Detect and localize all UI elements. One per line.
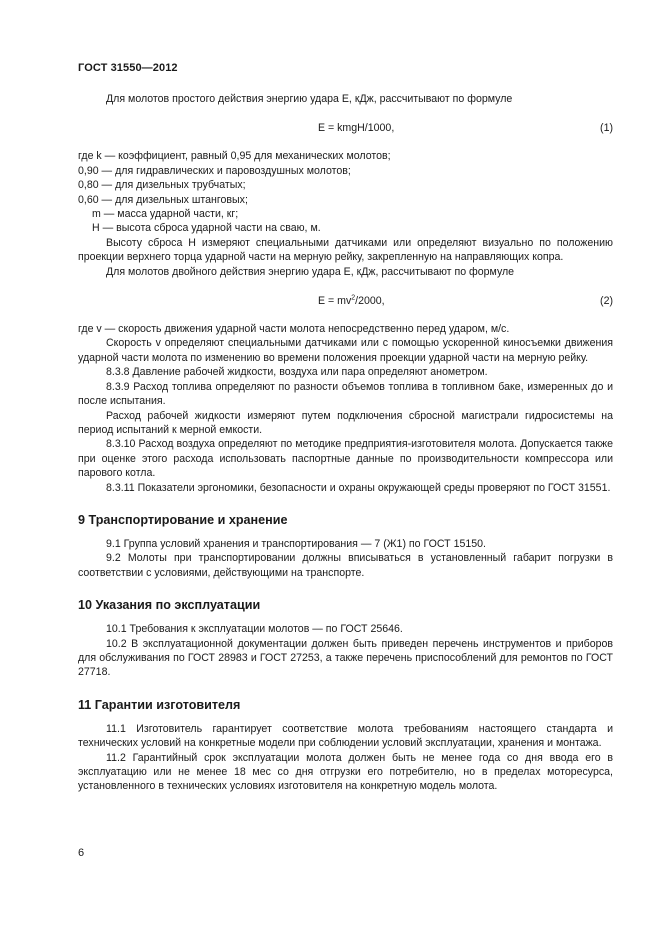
paragraph-formula1-intro: Для молотов простого действия энергию удара Е, кДж, рассчитывают по формуле [106, 93, 513, 105]
formula-1-number: (1) [600, 122, 613, 135]
clause-11-2: 11.2 Гарантийный срок эксплуатации молота должен быть не менее года со дня ввода его в эксплуатацию или не менее 18 мес со дня отгрузки его потребителю, но в пределах моторесурса, установленного в технических условиях изготовителя на конкретную модель молота. [78, 751, 613, 793]
paragraph-drop-height: Высоту сброса H измеряют специальными датчиками или определяют визуально по положению проекции верхнего торца ударной части на мерную рейку, закрепленную на направляющих копра. [78, 236, 613, 264]
clause-9-2: 9.2 Молоты при транспортировании должны вписываться в установленный габарит погрузки в соответствии с условиями, действующими на транспорте. [78, 552, 613, 579]
formula-1-expression: E = kmgH/1000, [318, 122, 395, 135]
formula-2-exponent: 2 [351, 294, 356, 302]
section-10-title: 10 Указания по эксплуатации [78, 598, 261, 613]
clause-8-3-9-continued: Расход рабочей жидкости измеряют путем подключения сбросной магистрали гидросистемы на период испытаний к мерной емкости. [78, 409, 613, 436]
page-content [78, 92, 613, 794]
page-number: 6 [78, 847, 85, 859]
formula-2-number: (2) [600, 295, 613, 308]
section-9-title: 9 Транспортирование и хранение [78, 512, 288, 527]
formula-1 [78, 121, 613, 135]
document-code: ГОСТ 31550—2012 [78, 62, 178, 74]
formula-2 [78, 294, 613, 308]
formula-2-expression: $E = mv^2/2000$, [318, 294, 385, 308]
clause-10-1: 10.1 Требования к эксплуатации молотов — по ГОСТ 25646. [106, 623, 403, 636]
clause-10-2: 10.2 В эксплуатационной документации должен быть приведен перечень инструментов и приборов для обслуживания по ГОСТ 28983 и ГОСТ 27253, а также перечень приспособлений для ремонтов по ГОСТ 27718. [78, 637, 613, 679]
clause-8-3-10: 8.3.10 Расход воздуха определяют по методике предприятия-изготовителя молота. Допускается также при оценке этого расхода использовать паспортные данные по производительности компрессора или парового котла. [78, 438, 613, 480]
where-velocity: где v — скорость движения ударной части молота непосредственно перед ударом, м/с. [78, 323, 510, 336]
where-line-1: где k — коэффициент, равный 0,95 для механических молотов; [78, 150, 391, 163]
where-line-5: m — масса ударной части, кг; [92, 208, 239, 221]
clause-8-3-8: 8.3.8 Давление рабочей жидкости, воздуха или пара определяют анометром. [106, 366, 488, 379]
where-line-3: 0,80 — для дизельных трубчатых; [78, 179, 246, 192]
where-line-6: H — высота сброса ударной части на сваю, м. [92, 222, 321, 235]
paragraph-velocity: Скорость v определяют специальными датчиками или с помощью ускоренной киносъемки движения ударной части молота по изменению во времени положения проекции ударной части на мерную рейку. [78, 337, 613, 364]
where-line-2: 0,90 — для гидравлических и паровоздушных молотов; [78, 164, 351, 177]
where-line-4: 0,60 — для дизельных штанговых; [78, 193, 248, 206]
section-11-title: 11 Гарантии изготовителя [78, 697, 241, 712]
clause-11-1: 11.1 Изготовитель гарантирует соответствие молота требованиям настоящего стандарта и технических условий на конкретные модели при соблюдении условий эксплуатации, хранения и монтажа. [78, 722, 613, 750]
paragraph-formula2-intro: Для молотов двойного действия энергию удара Е, кДж, рассчитывают по формуле [106, 265, 515, 278]
clause-8-3-9: 8.3.9 Расход топлива определяют по разности объемов топлива в топливном баке, измеренных до и после испытания. [78, 380, 613, 408]
clause-8-3-11: 8.3.11 Показатели эргономики, безопасности и охраны окружающей среды проверяют по ГОСТ 31551. [106, 481, 611, 494]
clause-9-1: 9.1 Группа условий хранения и транспортирования — 7 (Ж1) по ГОСТ 15150. [106, 537, 486, 550]
